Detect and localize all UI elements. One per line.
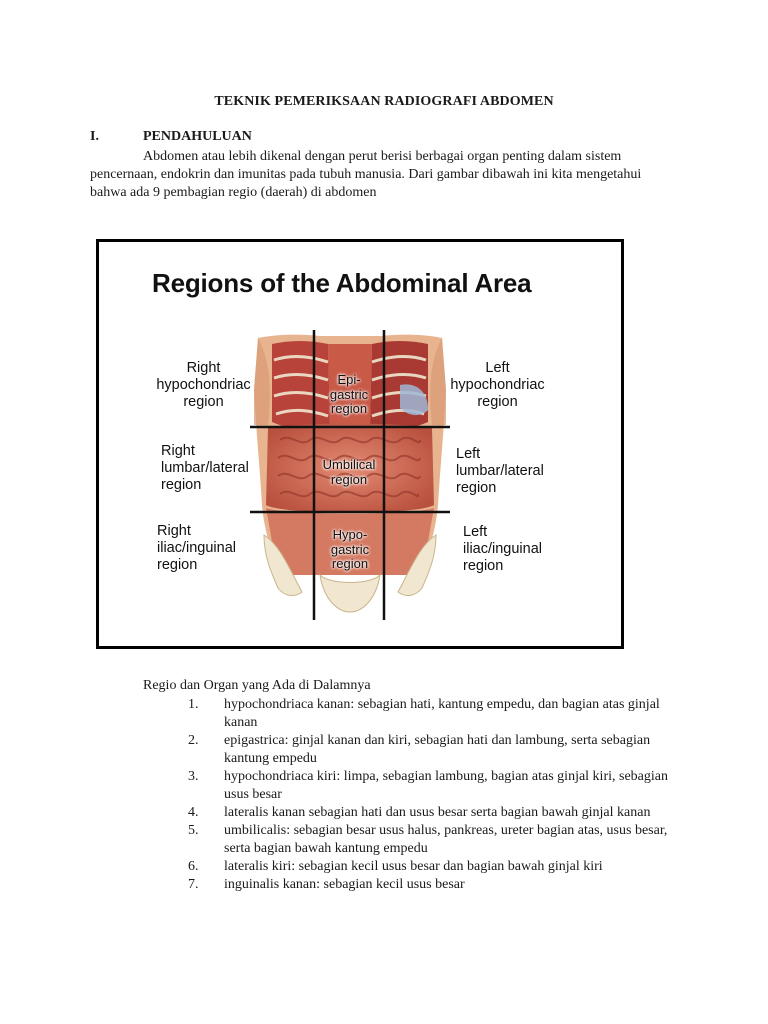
epigastric-label: Epi- gastric region: [329, 372, 369, 416]
list-item: [0, 822, 768, 858]
region-organ-list: [0, 696, 768, 894]
left-iliac-label: Left iliac/inguinal region: [463, 524, 542, 574]
section-heading: PENDAHULUAN: [143, 129, 252, 144]
right-hypochondriac-label: Right hypochondriac region: [156, 360, 251, 410]
list-item: [0, 804, 768, 822]
list-item-text: hypochondriaca kiri: limpa, sebagian lambung, bagian atas ginjal kiri, sebagian usus besar: [224, 769, 668, 802]
section-number: I.: [90, 129, 99, 144]
list-item-number: 2.: [188, 733, 199, 748]
list-item: [0, 876, 768, 894]
list-item-text: hypochondriaca kanan: sebagian hati, kantung empedu, dan bagian atas ginjal kanan: [224, 697, 660, 730]
list-item-number: 6.: [188, 859, 199, 874]
left-hypochondriac-label: Left hypochondriac region: [450, 360, 545, 410]
list-item: [0, 732, 768, 768]
list-item-number: 5.: [188, 823, 199, 838]
list-item-text: lateralis kiri: sebagian kecil usus besar dan bagian bawah ginjal kiri: [224, 859, 603, 874]
right-iliac-label: Right iliac/inguinal region: [157, 523, 236, 573]
figure-title: Regions of the Abdominal Area: [152, 268, 532, 298]
list-item: [0, 768, 768, 804]
list-item-text: umbilicalis: sebagian besar usus halus, pankreas, ureter bagian atas, usus besar, serta bagian bawah kantung empedu: [224, 823, 668, 856]
list-item: [0, 696, 768, 732]
list-heading: Regio dan Organ yang Ada di Dalamnya: [143, 678, 371, 693]
document-title: TEKNIK PEMERIKSAAN RADIOGRAFI ABDOMEN: [214, 94, 554, 109]
list-item-number: 1.: [188, 697, 199, 712]
hypogastric-label: Hypo- gastric region: [330, 527, 370, 571]
list-item-number: 3.: [188, 769, 199, 784]
list-item-text: inguinalis kanan: sebagian kecil usus besar: [224, 877, 465, 892]
intro-paragraph: Abdomen atau lebih dikenal dengan perut berisi berbagai organ penting dalam sistem pencernaan, endokrin dan imunitas pada tubuh manusia. Dari gambar dibawah ini kita mengetahui bahwa ada 9 pembagian regio (daerah) di abdomen: [90, 149, 642, 200]
list-item-number: 4.: [188, 805, 199, 820]
umbilical-label: Umbilical region: [322, 457, 376, 487]
list-item-text: lateralis kanan sebagian hati dan usus besar serta bagian bawah ginjal kanan: [224, 805, 651, 820]
list-item-text: epigastrica: ginjal kanan dan kiri, sebagian hati dan lambung, serta sebagian kantung empedu: [224, 733, 651, 766]
right-lumbar-label: Right lumbar/lateral region: [161, 443, 249, 493]
left-lumbar-label: Left lumbar/lateral region: [456, 446, 544, 496]
list-item-number: 7.: [188, 877, 199, 892]
list-item: [0, 858, 768, 876]
